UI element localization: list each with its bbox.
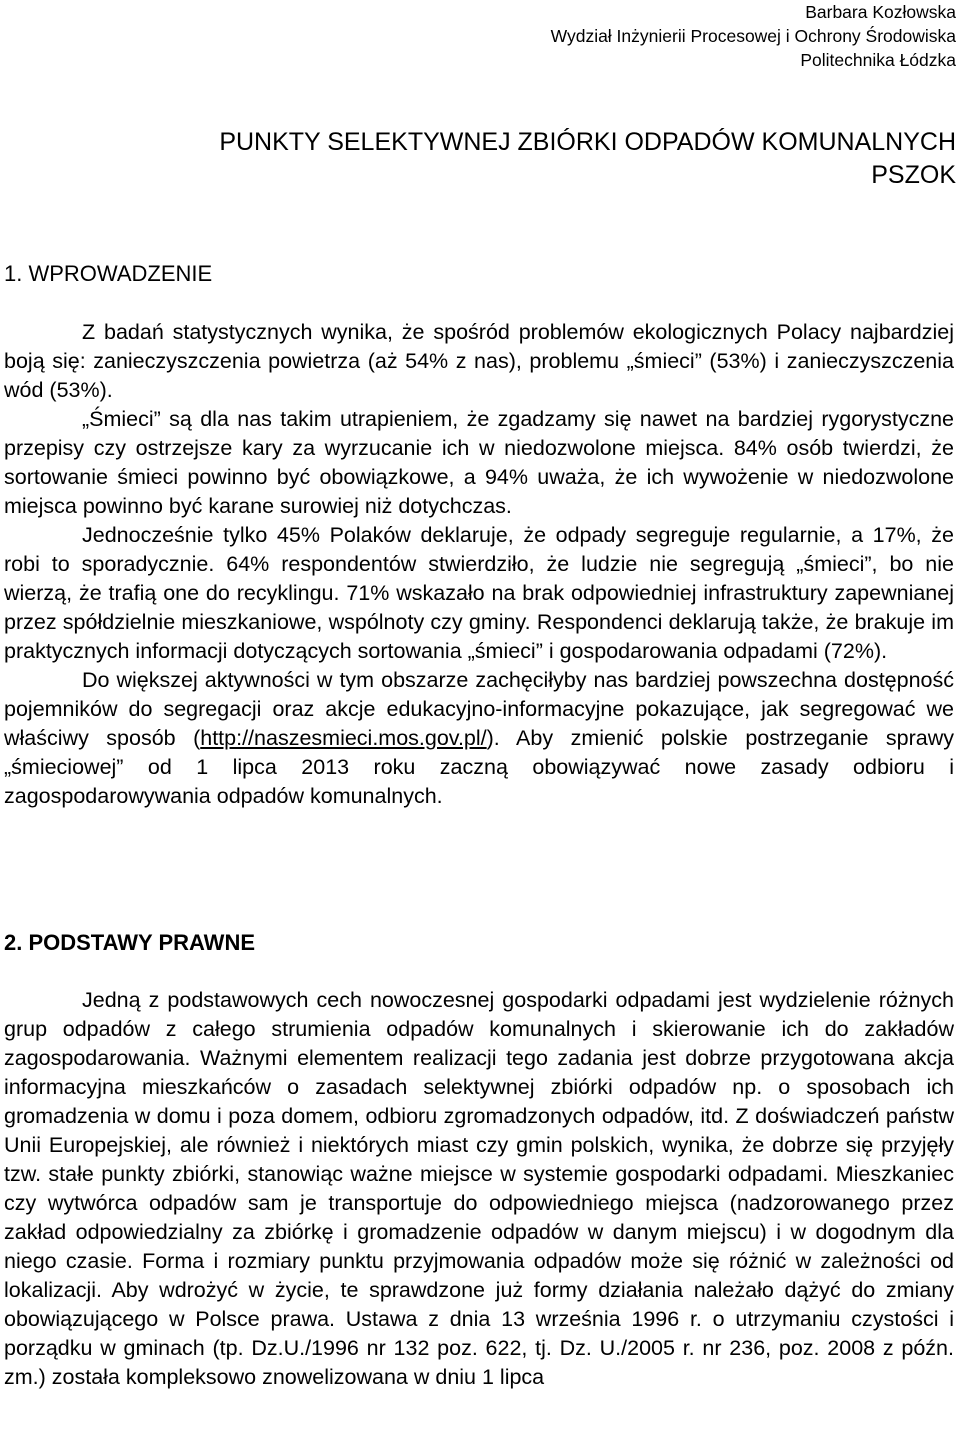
- legal-basis-paragraph-1: Jedną z podstawowych cech nowoczesnej gospodarki odpadami jest wydzielenie różnych grup odpadów z całego strumienia odpadów komunalnych i skierowanie ich do zakładów zagospodarowania. Ważnymi elementem realizacji tego zadania jest dobrze przygotowana akcja informacyjna mieszkańców o zasadach selektywnej zbiórki odpadów np. o sposobach ich gromadzenia w domu i poza domem, odbioru zgromadzonych odpadów, itd. Z doświadczeń państw Unii Europejskiej, ale również i niektórych miast czy gmin polskich, wynika, że dobrze się przyjęły tzw. stałe punkty zbiórki, stanowiąc ważne miejsce w systemie gospodarki odpadami. Mieszkaniec czy wytwórca odpadów sam je transportuje do odpowiedniego miejsca (nadzorowanego przez zakład odpowiedzialny za zbiórkę i gromadzenie odpadów w danym miejscu) i w dogodnym dla niego czasie. Forma i rozmiary punktu przyjmowania odpadów może się różnić w zależności od lokalizacji. Aby wdrożyć w życie, te sprawdzone już formy działania należało dążyć do zmiany obowiązującego w Polsce prawa. Ustawa z dnia 13 września 1996 r. o utrzymaniu czystości i porządku w gminach (tp. Dz.U./1996 nr 132 poz. 622, tj. Dz. U./2005 r. nr 236, poz. 2008 z późn. zm.) została kompleksowo znowelizowana w dniu 1 lipca: [4, 988, 954, 1389]
- legal-basis-body: [4, 986, 954, 1392]
- department-name: Wydział Inżynierii Procesowej i Ochrony Środowiska: [550, 26, 956, 46]
- section-heading-introduction: 1. WPROWADZENIE: [4, 261, 213, 286]
- naszesmieci-link[interactable]: http://naszesmieci.mos.gov.pl/: [200, 726, 487, 750]
- section-heading-legal-basis: 2. PODSTAWY PRAWNE: [4, 930, 256, 955]
- paragraph-4-text-before: Do większej aktywności w tym obszarze zachęciłyby nas bardziej powszechna dostępność pojemników do segregacji oraz akcje edukacyjno-informacyjne pokazujące, jak segregować we właściwy sposób (: [4, 668, 954, 750]
- introduction-paragraph-2: „Śmieci” są dla nas takim utrapieniem, że zgadzamy się nawet na bardziej rygorystyczne przepisy czy ostrzejsze kary za wyrzucanie ich w niedozwolone miejsca. 84% osób twierdzi, że sortowanie śmieci powinno być obowiązkowe, a 94% uważa, że ich wywożenie w niedozwolone miejsca powinno być karane surowiej niż dotychczas.: [4, 407, 954, 518]
- section-legal-basis: [4, 928, 954, 957]
- introduction-body: [4, 318, 954, 811]
- introduction-paragraph-3: Jednocześnie tylko 45% Polaków deklaruje, że odpady segreguje regularnie, a 17%, że robi to sporadycznie. 64% respondentów stwierdziło, że ludzie nie segregują „śmieci”, bo nie wierzą, że trafią one do recyklingu. 71% wskazało na brak odpowiedniej infrastruktury zapewnianej przez spółdzielnie mieszkaniowe, wspólnoty czy gminy. Respondenci deklarują także, że brakuje im praktycznych informacji dotyczących sortowania „śmieci” i gospodarowania odpadami (72%).: [4, 523, 954, 663]
- title-line-2: PSZOK: [871, 161, 956, 189]
- paragraph-4-text-after: ). Aby zmienić polskie postrzeganie sprawy „śmieciowej” od 1 lipca 2013 roku zaczną obowiązywać nowe zasady odbioru i zagospodarowywania odpadów komunalnych.: [4, 726, 954, 808]
- section-introduction: [4, 259, 954, 288]
- introduction-paragraph-4: [4, 666, 954, 811]
- author-name: Barbara Kozłowska: [805, 2, 956, 22]
- title-line-1: PUNKTY SELEKTYWNEJ ZBIÓRKI ODPADÓW KOMUNALNYCH: [219, 128, 956, 156]
- introduction-paragraph-1: Z badań statystycznych wynika, że spośród problemów ekologicznych Polacy najbardziej boją się: zanieczyszczenia powietrza (aż 54% z nas), problemu „śmieci” (53%) i zanieczyszczenia wód (53%).: [4, 320, 954, 402]
- document-header: [0, 0, 956, 72]
- document-title: [0, 126, 956, 192]
- university-name: Politechnika Łódzka: [800, 50, 956, 70]
